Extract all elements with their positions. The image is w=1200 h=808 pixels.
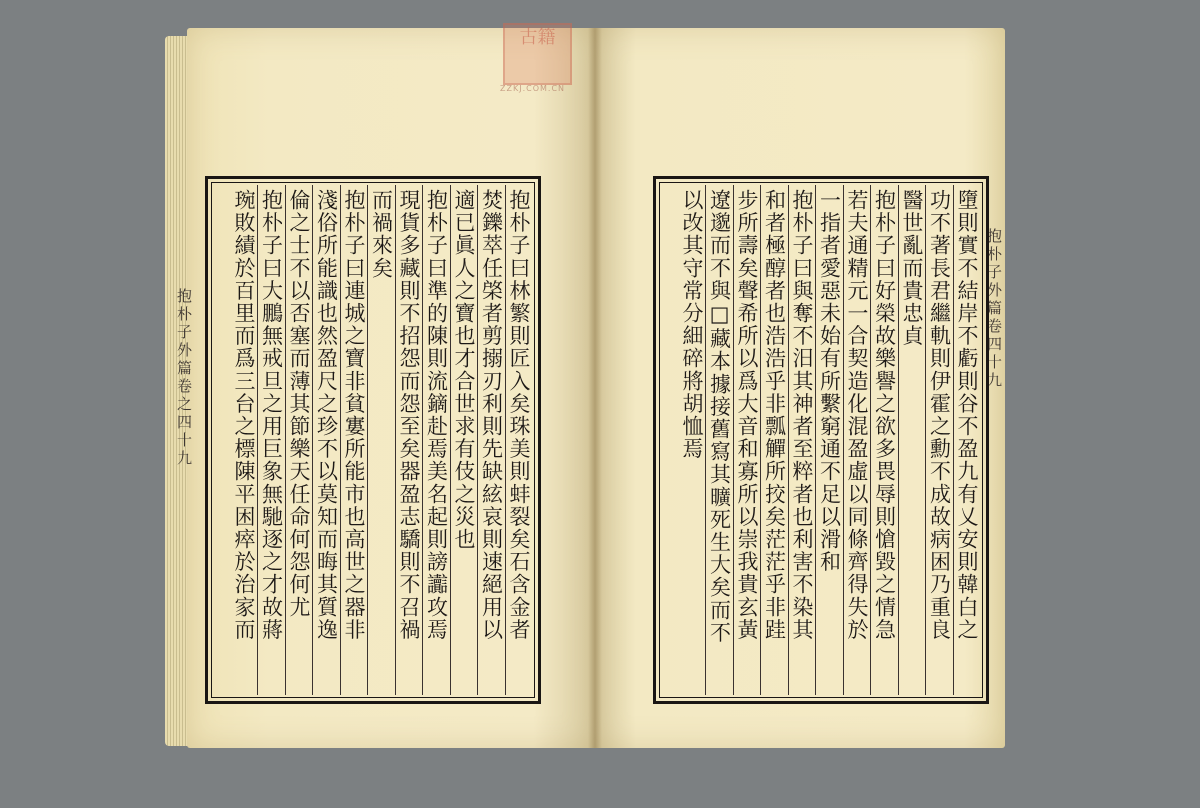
text-column: 以改其守常分細碎將胡恤焉	[680, 189, 704, 461]
text-column: 醫世亂而貴忠貞	[898, 185, 926, 695]
right-columns	[662, 185, 980, 695]
left-margin-title: 抱朴子外篇卷之四十九	[175, 288, 193, 468]
text-column: 抱朴子曰準的陳則流鏑赴焉美名起則謗讟攻焉	[422, 185, 450, 695]
book-gutter	[588, 28, 602, 748]
open-book	[165, 28, 1005, 753]
text-column: 若夫通精元一合契造化混盈虛以同條齊得失於	[843, 185, 871, 695]
text-column: 和者極醇者也浩浩乎非瓢觶所挍矣茫茫乎非跬	[760, 185, 788, 695]
right-margin-title: 抱朴子外篇卷四十九	[985, 228, 1003, 390]
text-column: 適已眞人之寶也才合世求有伎之災也	[450, 185, 478, 695]
seal-caption: ZZKJ.COM.CN	[500, 84, 566, 93]
text-column: 步所壽矣聲希所以爲大音和寡所以崇我貴玄黃	[733, 185, 761, 695]
text-column: 墮則實不結岸不虧則谷不盈九有乂安則韓白之	[953, 185, 981, 695]
text-column: 抱朴子曰與奪不汨其神者至粹者也利害不染其	[788, 185, 816, 695]
library-seal: 古籍	[503, 23, 572, 85]
text-column: 功不著長君繼軌則伊霍之勳不成故病困乃重良	[925, 185, 953, 695]
text-column: 倫之士不以否塞而薄其節樂天任命何怨何尤	[285, 185, 313, 695]
left-columns	[214, 185, 532, 695]
text-column: 抱朴子曰好榮故樂譽之欲多畏辱則愴毀之情急	[870, 185, 898, 695]
text-column: 淺俗所能識也然盈尺之珍不以莫知而晦其質逸	[312, 185, 340, 695]
text-column: 抱朴子曰林繁則匠入矣珠美則蚌裂矣石含金者	[505, 185, 533, 695]
text-column: 焚鑠萃任棨者剪搦刃利則先缺絃哀則速絕用以	[477, 185, 505, 695]
text-column: 一指者愛惡未始有所繫窮通不足以滑和	[815, 185, 843, 695]
right-text-frame	[653, 176, 989, 704]
text-column: 現貨多藏則不招怨而怨至矣器盈志驕則不召禍	[395, 185, 423, 695]
text-column: 抱朴子曰連城之寶非貧寠所能市也高世之器非	[340, 185, 368, 695]
left-text-frame	[205, 176, 541, 704]
text-column: 琬敗績於百里而爲三台之標陳平困瘁於治家而	[232, 189, 256, 641]
text-column: 抱朴子曰大鵬無戒旦之用巨象無馳逐之才故蔣	[257, 185, 285, 695]
text-column: 遼邈而不與□藏本據接舊寫其曠死生大矣而不	[705, 185, 733, 695]
text-column: 而禍來矣	[367, 185, 395, 695]
